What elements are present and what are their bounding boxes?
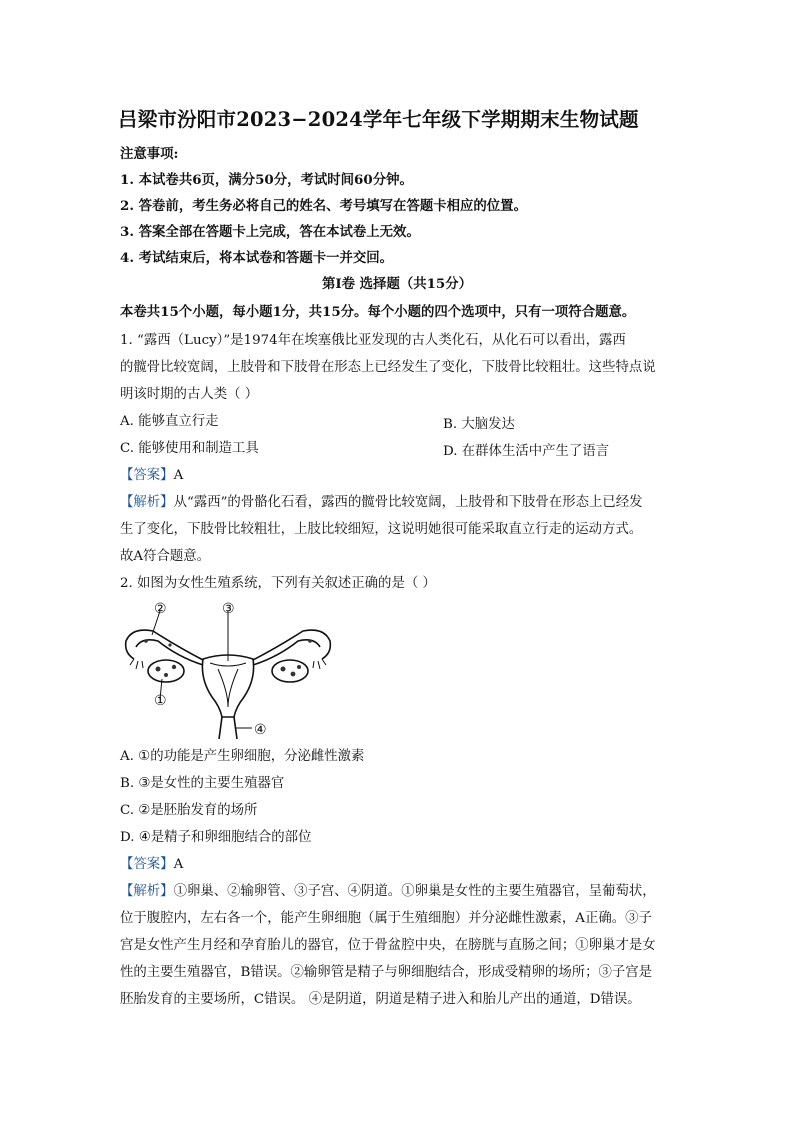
diagram-label-1: ① bbox=[154, 693, 167, 709]
q2-analysis-line: 胚胎发育的主要场所，C错误。 ④是阴道，阴道是精子进入和胎儿产出的通道，D错误。 bbox=[120, 992, 641, 1007]
diagram-label-4: ④ bbox=[254, 722, 267, 738]
q1-analysis-line bbox=[120, 494, 643, 512]
female-reproductive-system-diagram bbox=[118, 597, 338, 745]
notice-item: 2. 答卷前，考生务必将自己的姓名、考号填写在答题卡相应的位置。 bbox=[120, 198, 527, 214]
notice-item: 4. 考试结束后，将本试卷和答题卡一并交回。 bbox=[120, 250, 394, 266]
notice-heading: 注意事项: bbox=[120, 146, 179, 162]
q2-analysis-line: 位于腹腔内，左右各一个，能产生卵细胞（属于生殖细胞）并分泌雌性激素，A正确。③子 bbox=[120, 911, 652, 926]
q1-option-b: B. 大脑发达 bbox=[443, 417, 515, 432]
section-heading: 第Ⅰ卷 选择题（共15分） bbox=[321, 276, 473, 292]
answer-tag: 【答案】 bbox=[120, 468, 174, 483]
analysis-text: 从“露西”的骨骼化石看，露西的髋骨比较宽阔，上肢骨和下肢骨在形态上已经发 bbox=[173, 495, 643, 510]
q2-stem: 2. 如图为女性生殖系统，下列有关叙述正确的是（ ） bbox=[120, 576, 436, 591]
q1-analysis-line: 生了变化，下肢骨比较粗壮，上肢比较细短，这说明她很可能采取直立行走的运动方式。 bbox=[120, 522, 643, 537]
analysis-tag: 【解析】 bbox=[120, 495, 174, 510]
answer-tag: 【答案】 bbox=[120, 857, 174, 872]
answer-value: A bbox=[173, 857, 184, 872]
analysis-text: ①卵巢、②输卵管、③子宫、④阴道。①卵巢是女性的主要生殖器官，呈葡萄状， bbox=[173, 884, 656, 899]
q2-analysis-line bbox=[120, 883, 656, 901]
q2-answer bbox=[120, 856, 183, 874]
q1-stem-line: 1. “露西（Lucy）”是1974年在埃塞俄比亚发现的古人类化石，从化石可以看出，露西 bbox=[120, 333, 626, 348]
q1-stem-line: 的髋骨比较宽阔，上肢骨和下肢骨在形态上已经发生了变化，下肢骨比较粗壮。这些特点说 bbox=[120, 360, 656, 375]
notice-item: 3. 答案全部在答题卡上完成，答在本试卷上无效。 bbox=[120, 224, 420, 240]
answer-value: A bbox=[173, 468, 184, 483]
q2-option-a: A. ①的功能是产生卵细胞，分泌雌性激素 bbox=[120, 749, 365, 764]
q1-analysis-line: 故A符合题意。 bbox=[120, 549, 211, 564]
section-instructions: 本卷共15个小题，每小题1分，共15分。每个小题的四个选项中，只有一项符合题意。 bbox=[120, 304, 636, 320]
q2-analysis-line: 性的主要生殖器官，B错误。②输卵管是精子与卵细胞结合，形成受精卵的场所；③子宫是 bbox=[120, 965, 653, 980]
q1-stem-line: 明该时期的古人类（ ） bbox=[120, 387, 259, 402]
q1-option-a: A. 能够直立行走 bbox=[120, 414, 219, 429]
page-title: 吕梁市汾阳市2023−2024学年七年级下学期期末生物试题 bbox=[118, 108, 639, 131]
q2-option-d: D. ④是精子和卵细胞结合的部位 bbox=[120, 830, 312, 845]
diagram-label-2: ② bbox=[154, 601, 167, 617]
analysis-tag: 【解析】 bbox=[120, 884, 174, 899]
q1-answer bbox=[120, 467, 183, 485]
q2-analysis-line: 宫是女性产生月经和孕育胎儿的器官，位于骨盆腔中央，在膀胱与直肠之间；①卵巢才是女 bbox=[120, 938, 656, 953]
diagram-label-3: ③ bbox=[222, 601, 235, 617]
notice-item: 1. 本试卷共6页，满分50分，考试时间60分钟。 bbox=[120, 172, 413, 188]
q2-option-b: B. ③是女性的主要生殖器官 bbox=[120, 776, 285, 791]
q1-option-d: D. 在群体生活中产生了语言 bbox=[443, 444, 610, 459]
q2-option-c: C. ②是胚胎发育的场所 bbox=[120, 803, 258, 818]
q1-option-c: C. 能够使用和制造工具 bbox=[120, 441, 259, 456]
